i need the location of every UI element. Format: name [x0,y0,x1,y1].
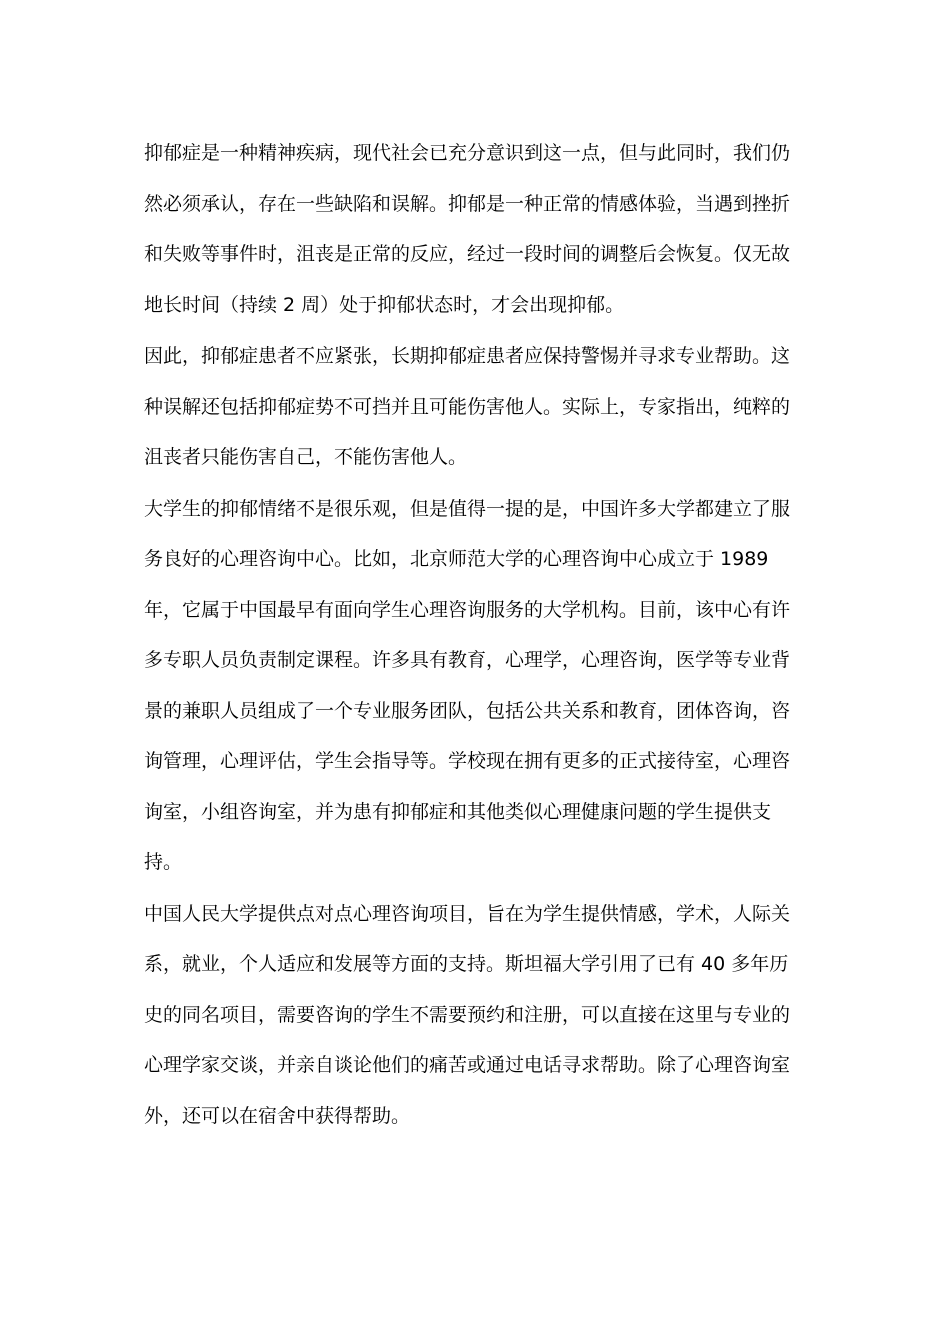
paragraph-university-counseling: 大学生的抑郁情绪不是很乐观，但是值得一提的是，中国许多大学都建立了服务良好的心理咨询中心。比如，北京师范大学的心理咨询中心成立于 1989 年，它属于中国最早有面向学生心理咨询服务的大学机构。目前，该中心有许多专职人员负责制定课程。许多具有教育，心理学，心理咨询，医学等专业背景的兼职人员组成了一个专业服务团队，包括公共关系和教育，团体咨询，咨询管理，心理评估，学生会指导等。学校现在拥有更多的正式接待室，心理咨询室，小组咨询室，并为患有抑郁症和其他类似心理健康问题的学生提供支持。 [144,497,791,873]
document-body [144,128,806,1141]
paragraph-depression-overview: 抑郁症是一种精神疾病，现代社会已充分意识到这一点，但与此同时，我们仍然必须承认，存在一些缺陷和误解。抑郁是一种正常的情感体验，当遇到挫折和失败等事件时，沮丧是正常的反应，经过一段时间的调整后会恢复。仅无故地长时间（持续 2 周）处于抑郁状态时，才会出现抑郁。 [144,142,791,316]
paragraph-misconceptions: 因此，抑郁症患者不应紧张，长期抑郁症患者应保持警惕并寻求专业帮助。这种误解还包括抑郁症势不可挡并且可能伤害他人。实际上，专家指出，纯粹的沮丧者只能伤害自己，不能伤害他人。 [144,345,791,468]
paragraph-peer-counseling: 中国人民大学提供点对点心理咨询项目，旨在为学生提供情感，学术，人际关系，就业，个人适应和发展等方面的支持。斯坦福大学引用了已有 40 多年历史的同名项目，需要咨询的学生不需要预约和注册，可以直接在这里与专业的心理学家交谈，并亲自谈论他们的痛苦或通过电话寻求帮助。除了心理咨询室外，还可以在宿舍中获得帮助。 [144,902,791,1127]
